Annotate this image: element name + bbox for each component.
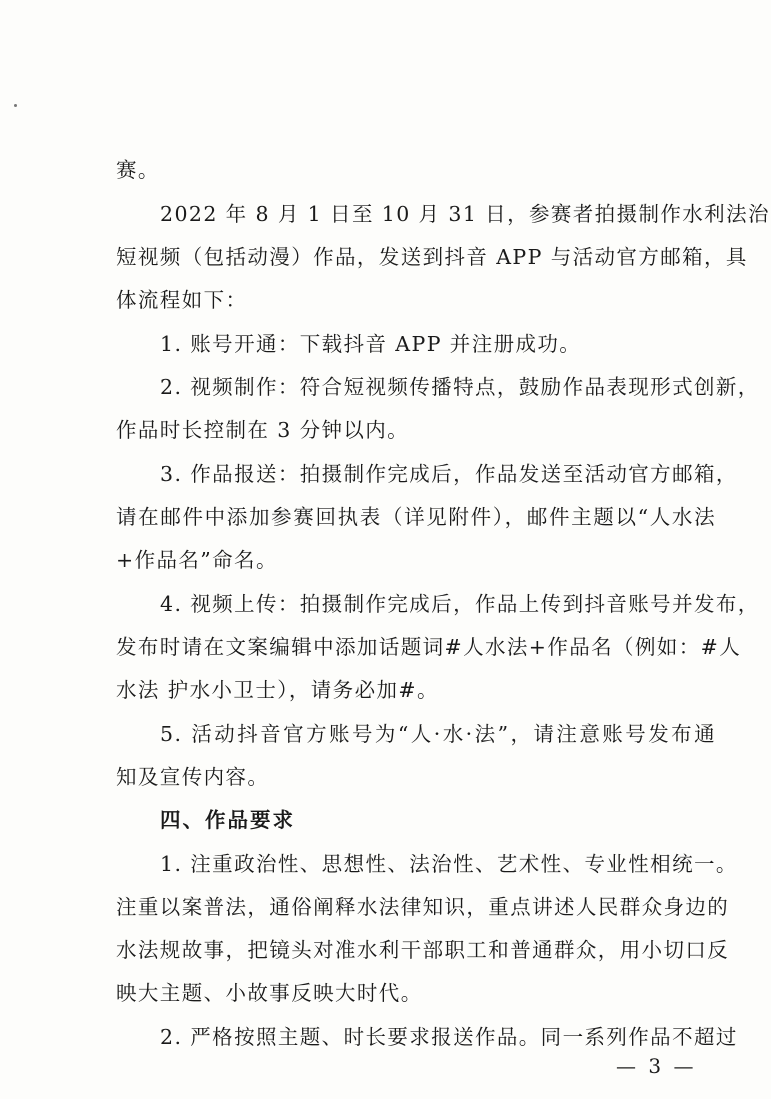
list-item-line: 知及宣传内容。 (116, 765, 270, 789)
section-heading: 四、作品要求 (160, 808, 295, 832)
list-item-line: +作品名”命名。 (116, 548, 278, 572)
list-item-line: 2. 严格按照主题、时长要求报送作品。同一系列作品不超过 (160, 1025, 738, 1049)
list-item-line: 1. 账号开通：下载抖音 APP 并注册成功。 (160, 332, 582, 356)
list-item-line: 2. 视频制作：符合短视频传播特点，鼓励作品表现形式创新， (160, 375, 760, 399)
page-number: — 3 — (616, 1054, 697, 1078)
list-item-line: 1. 注重政治性、思想性、法治性、艺术性、专业性相统一。 (160, 852, 738, 876)
scan-speck (14, 104, 17, 107)
list-item-line: 水法 护水小卫士），请务必加#。 (116, 678, 439, 702)
list-item-line: 请在邮件中添加参赛回执表（详见附件），邮件主题以“人水法 (116, 505, 716, 529)
paragraph-line: 短视频（包括动漫）作品，发送到抖音 APP 与活动官方邮箱，具 (116, 245, 748, 269)
list-item-line: 作品时长控制在 3 分钟以内。 (116, 418, 410, 442)
list-item-line: 水法规故事，把镜头对准水利干部职工和普通群众，用小切口反 (116, 938, 730, 962)
list-item-line: 发布时请在文案编辑中添加话题词#人水法+作品名（例如：#人 (116, 635, 742, 659)
list-item-line: 映大主题、小故事反映大时代。 (116, 981, 423, 1005)
list-item-line: 3. 作品报送：拍摄制作完成后，作品发送至活动官方邮箱， (160, 462, 738, 486)
paragraph-line: 赛。 (116, 158, 160, 182)
list-item-line: 5. 活动抖音官方账号为“人·水·法”，请注意账号发布通 (160, 722, 716, 746)
list-item-line: 注重以案普法，通俗阐释水法律知识，重点讲述人民群众身边的 (116, 895, 730, 919)
paragraph-line: 体流程如下： (116, 288, 248, 312)
paragraph-line: 2022 年 8 月 1 日至 10 月 31 日，参赛者拍摄制作水利法治 (160, 202, 770, 226)
list-item-line: 4. 视频上传：拍摄制作完成后，作品上传到抖音账号并发布， (160, 592, 760, 616)
